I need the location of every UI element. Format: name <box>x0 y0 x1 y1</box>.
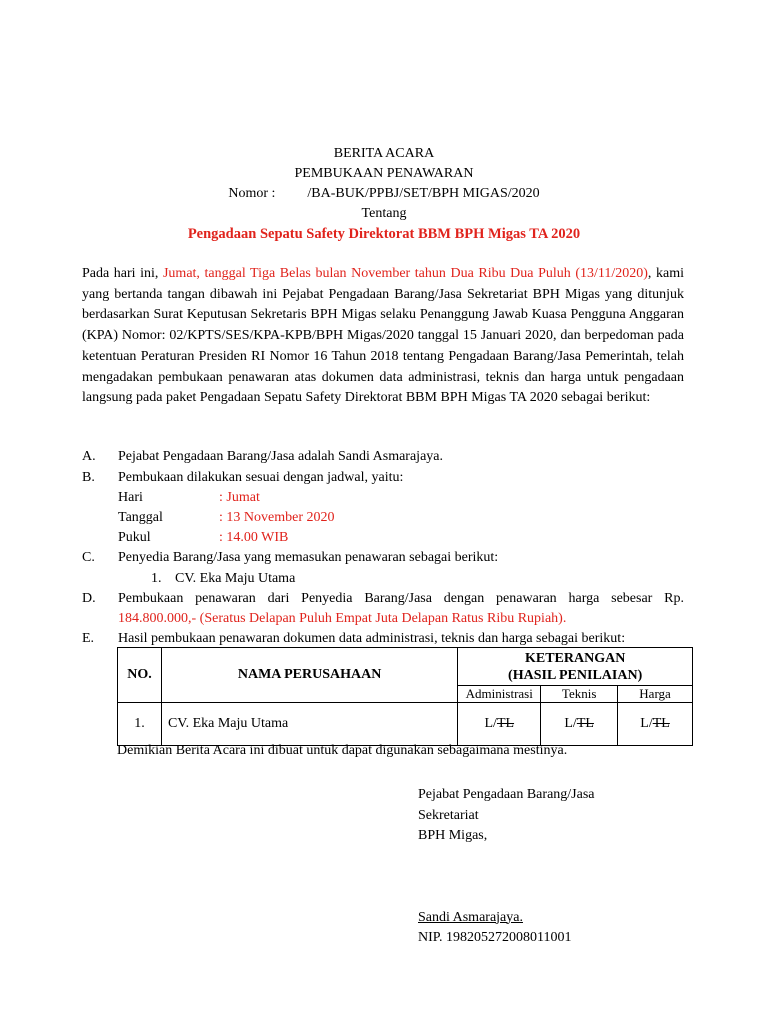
doc-number-label: Nomor : <box>228 186 276 201</box>
signature-line3: BPH Migas, <box>418 828 488 843</box>
intro-date: Jumat, tanggal Tiga Belas bulan November tahun Dua Ribu Dua Puluh (13/11/2020) <box>162 266 648 281</box>
table-subheader-teknis: Teknis <box>541 686 618 703</box>
item-c-sub-marker: 1. <box>151 571 162 586</box>
admin-pass: L/ <box>484 716 497 731</box>
item-b-text: Pembukaan dilakukan sesuai dengan jadwal, yaitu: <box>118 470 404 485</box>
table-header-no: NO. <box>118 648 162 703</box>
doc-tentang: Tentang <box>361 206 407 221</box>
intro-paragraph <box>82 264 684 409</box>
signatory-nip: NIP. 198205272008011001 <box>418 930 572 945</box>
table-cell-no: 1. <box>118 703 162 746</box>
item-c-text: Penyedia Barang/Jasa yang memasukan penawaran sebagai berikut: <box>118 550 499 565</box>
doc-subtitle: PEMBUKAAN PENAWARAN <box>294 166 474 181</box>
harga-pass: L/ <box>640 716 653 731</box>
item-b-marker: B. <box>82 470 95 485</box>
document-header <box>0 144 768 244</box>
table-header-nama: NAMA PERUSAHAAN <box>161 648 457 703</box>
admin-fail: TL <box>496 716 515 731</box>
table-header-keterangan-2: (HASIL PENILAIAN) <box>508 667 643 683</box>
intro-part2: , kami yang bertanda tangan dibawah ini Pejabat Pengadaan Barang/Jasa Sekretariat BPH Migas yang ditunjuk berdasarkan Surat Keputusan Sekretaris BPH Migas selaku Penanggung Jawab Kuasa Pengguna Anggaran (KPA) Nomor: 02/KPTS/SES/KPA-KPB/BPH Migas/2020 tanggal 15 Januari 2020, dan berpedoman pada ketentuan Peraturan Presiden RI Nomor 16 Tahun 2018 tentang Pengadaan Barang/Jasa Pemerintah, telah mengadakan pembukaan penawaran atas dokumen data administrasi, teknis dan harga untuk pengadaan langsung pada paket Pengadaan Sepatu Safety Direktorat BBM BPH Migas TA 2020 sebagai berikut: <box>82 266 684 406</box>
item-d-marker: D. <box>82 591 96 606</box>
schedule-hari-label: Hari <box>118 490 143 505</box>
signature-block <box>418 785 595 949</box>
schedule-pukul-value: : 14.00 WIB <box>219 530 289 545</box>
schedule-hari-value: : Jumat <box>219 490 260 505</box>
item-a-marker: A. <box>82 449 96 464</box>
signatory-name: Sandi Asmarajaya. <box>418 909 523 925</box>
doc-number-value: /BA-BUK/PPBJ/SET/BPH MIGAS/2020 <box>307 186 540 201</box>
table-cell-harga <box>618 703 693 746</box>
table-header-keterangan <box>458 648 693 686</box>
closing-statement: Demikian Berita Acara ini dibuat untuk dapat digunakan sebagaimana mestinya. <box>117 743 568 758</box>
item-e-marker: E. <box>82 631 95 646</box>
table-row <box>118 703 693 746</box>
table-cell-admin <box>458 703 541 746</box>
doc-number <box>0 184 768 204</box>
item-d-text: Pembukaan penawaran dari Penyedia Barang/Jasa dengan penawaran harga sebesar Rp. <box>118 591 684 606</box>
item-a-text: Pejabat Pengadaan Barang/Jasa adalah Sandi Asmarajaya. <box>118 449 443 464</box>
teknis-fail: TL <box>576 716 594 731</box>
results-table <box>117 647 693 746</box>
harga-fail: TL <box>652 716 670 731</box>
table-header-keterangan-1: KETERANGAN <box>524 650 626 666</box>
teknis-pass: L/ <box>564 716 577 731</box>
table-cell-nama: CV. Eka Maju Utama <box>161 703 457 746</box>
intro-part1: Pada hari ini, <box>82 266 163 281</box>
item-e-text: Hasil pembukaan penawaran dokumen data administrasi, teknis dan harga sebagai berikut: <box>118 631 626 646</box>
table-subheader-admin: Administrasi <box>458 686 541 703</box>
schedule-tanggal-label: Tanggal <box>118 510 163 525</box>
schedule-tanggal-value: : 13 November 2020 <box>219 510 335 525</box>
schedule-pukul-label: Pukul <box>118 530 151 545</box>
doc-subject: Pengadaan Sepatu Safety Direktorat BBM BPH Migas TA 2020 <box>187 226 581 242</box>
item-d-amount-text: 184.800.000,- (Seratus Delapan Puluh Empat Juta Delapan Ratus Ribu Rupiah). <box>118 611 567 626</box>
table-subheader-harga: Harga <box>618 686 693 703</box>
doc-title: BERITA ACARA <box>333 146 435 161</box>
signature-line2: Sekretariat <box>418 807 479 823</box>
item-c-marker: C. <box>82 550 95 565</box>
table-cell-teknis <box>541 703 618 746</box>
item-c-sub-text: CV. Eka Maju Utama <box>175 571 296 586</box>
signature-line1: Pejabat Pengadaan Barang/Jasa <box>418 787 595 802</box>
